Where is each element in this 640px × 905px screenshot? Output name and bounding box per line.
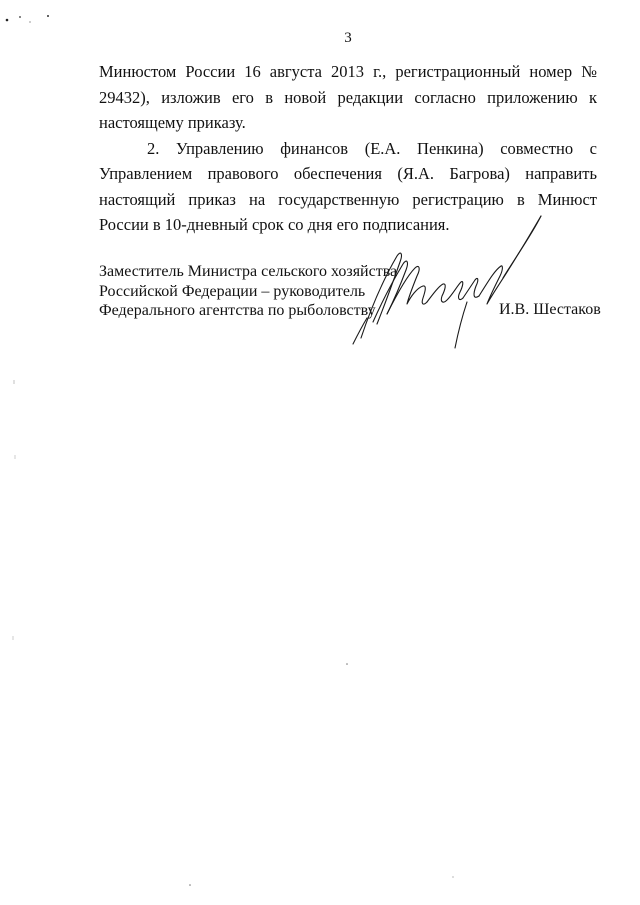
signatory-name: И.В. Шестаков (499, 301, 601, 318)
paragraph-item-2: 2. Управлению финансов (Е.А. Пенкина) совместно с Управлением правового обеспечения (Я.А. Багрова) направить настоящий приказ на государственную регистрацию в Минюст России в 10-дневный срок со дня его подписания. (99, 138, 597, 234)
position-line: Федерального агентства по рыболовству (99, 302, 376, 319)
page-number: 3 (344, 30, 352, 46)
position-line: Российской Федерации – руководитель (99, 282, 366, 300)
position-line: Заместитель Министра сельского хозяйства (99, 263, 398, 280)
handwritten-signature (345, 210, 545, 360)
paragraph-continuation: Минюстом России 16 августа 2013 г., регистрационный номер № 29432), изложив его в новой редакции согласно приложению к настоящему приказу. (99, 62, 597, 132)
